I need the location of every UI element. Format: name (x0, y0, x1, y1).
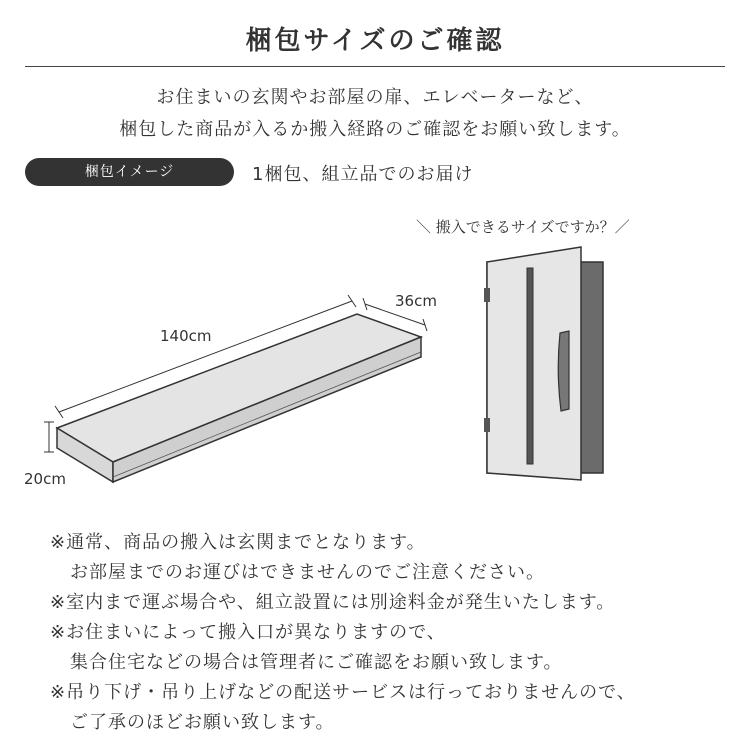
length-label: 140cm (160, 327, 212, 345)
intro-line-2: 梱包した商品が入るか搬入経路のご確認をお願い致します。 (119, 119, 631, 140)
package-caption: 1梱包、組立品でのお届け (252, 164, 474, 185)
door-caption: ＼ 搬入できるサイズですか？／ (416, 218, 630, 236)
package-box-drawing (57, 314, 421, 482)
height-label: 20cm (24, 470, 66, 488)
note-line-3: ※室内まで運ぶ場合や、組立設置には別途料金が発生いたします。 (50, 592, 616, 613)
note-line-1: ※通常、商品の搬入は玄関までとなります。 (50, 532, 426, 553)
depth-label: 36cm (395, 292, 437, 310)
package-image-badge: 梱包イメージ (25, 158, 234, 186)
note-line-2: お部屋までのお運びはできませんのでご注意ください。 (70, 562, 545, 583)
page-title: 梱包サイズのご確認 (245, 26, 505, 56)
note-line-5: 集合住宅などの場合は管理者にご確認をお願い致します。 (70, 652, 563, 673)
intro-line-1: お住まいの玄関やお部屋の扉、エレベーターなど、 (156, 87, 594, 108)
note-line-6: ※吊り下げ・吊り上げなどの配送サービスは行っておりませんので、 (50, 682, 636, 703)
height-dimension-line (44, 422, 54, 452)
door-drawing (484, 247, 603, 480)
note-line-7: ご了承のほどお願い致します。 (70, 712, 335, 733)
note-line-4: ※お住まいによって搬入口が異なりますので、 (50, 622, 446, 643)
